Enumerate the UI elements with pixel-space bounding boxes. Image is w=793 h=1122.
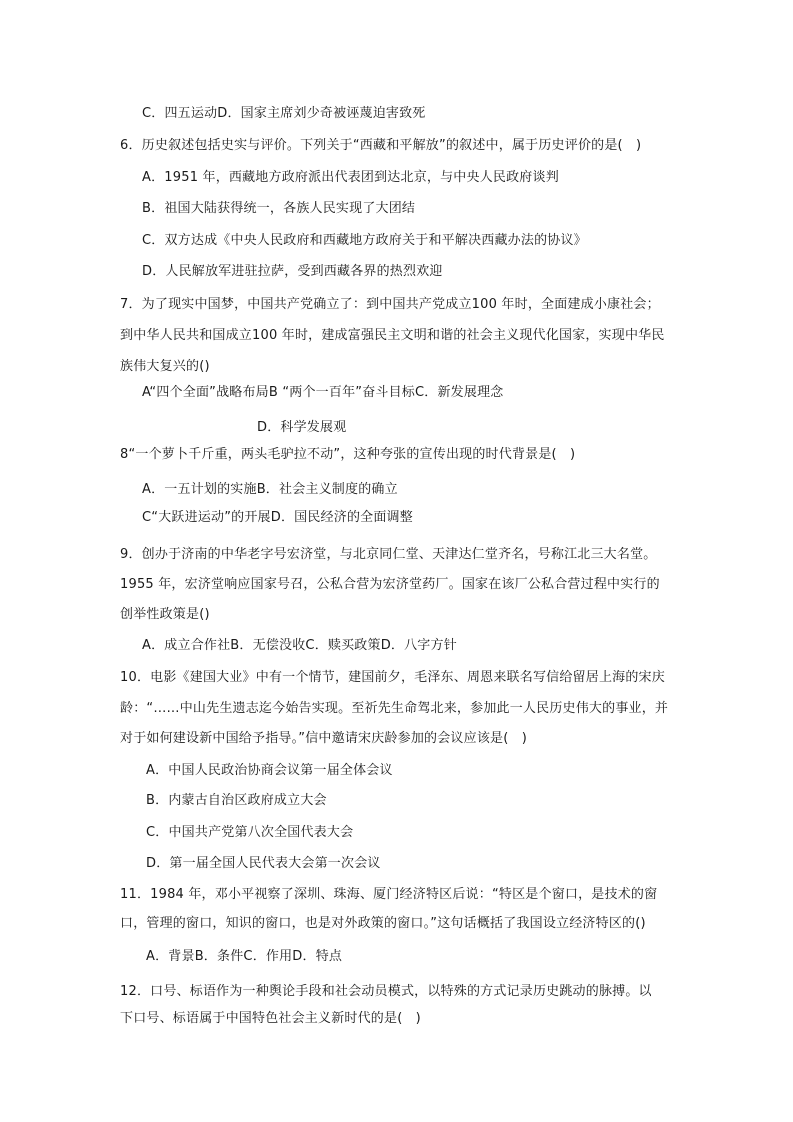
question-10-stem-line1: 10．电影《建国大业》中有一个情节，建国前夕，毛泽东、周恩来联名写信给留居上海的宋庆 — [120, 670, 665, 685]
question-6-stem: 6．历史叙述包括史实与评价。下列关于“西藏和平解放”的叙述中，属于历史评价的是( ) — [120, 138, 642, 153]
question-9-stem-line2: 1955 年，宏济堂响应国家号召，公私合营为宏济堂药厂。国家在该厂公私合营过程中实行的 — [120, 577, 660, 592]
q9-options: A．成立合作社B．无偿没收C．赎买政策D．八字方针 — [142, 638, 457, 653]
q6-option-a: A．1951 年，西藏地方政府派出代表团到达北京，与中央人民政府谈判 — [142, 170, 559, 185]
question-9-stem-line1: 9．创办于济南的中华老字号宏济堂，与北京同仁堂、天津达仁堂齐名，号称江北三大名堂。 — [120, 547, 657, 562]
q8-option-cd: C“大跃进运动”的开展D．国民经济的全面调整 — [142, 510, 413, 525]
q6-option-c: C．双方达成《中央人民政府和西藏地方政府关于和平解决西藏办法的协议》 — [142, 233, 587, 248]
q10-option-b: B．内蒙古自治区政府成立大会 — [146, 793, 327, 808]
q8-option-ab: A．一五计划的实施B．社会主义制度的确立 — [142, 482, 398, 497]
q10-option-c: C．中国共产党第八次全国代表大会 — [146, 825, 354, 840]
q5-option-cd: C．四五运动D．国家主席刘少奇被诬蔑迫害致死 — [142, 106, 426, 121]
question-9-stem-line3: 创举性政策是() — [120, 607, 210, 622]
q10-option-a: A．中国人民政治协商会议第一届全体会议 — [146, 763, 393, 778]
question-7-stem-line1: 7．为了现实中国梦，中国共产党确立了：到中国共产党成立100 年时，全面建成小康社会； — [120, 297, 660, 312]
question-8-stem: 8“一个萝卜千斤重，两头毛驴拉不动”，这种夸张的宣传出现的时代背景是( ) — [120, 447, 576, 462]
q6-option-d: D．人民解放军进驻拉萨，受到西藏各界的热烈欢迎 — [142, 264, 443, 279]
question-12-stem-line2: 下口号、标语属于中国特色社会主义新时代的是( ) — [120, 1011, 421, 1026]
question-7-stem-line3: 族伟大复兴的() — [120, 359, 210, 374]
q11-options: A．背景B．条件C．作用D．特点 — [146, 949, 343, 964]
q7-option-d: D．科学发展观 — [257, 420, 347, 435]
question-7-stem-line2: 到中华人民共和国成立100 年时，建成富强民主文明和谐的社会主义现代化国家，实现中华民 — [120, 328, 665, 343]
question-10-stem-line2: 龄：“……中山先生遗志迄今始告实现。至祈先生命驾北来，参加此一人民历史伟大的事业，并 — [120, 701, 669, 716]
question-11-stem-line1: 11．1984 年，邓小平视察了深圳、珠海、厦门经济特区后说：“特区是个窗口，是技术的窗 — [120, 887, 658, 902]
q7-option-abc: A“四个全面”战略布局B “两个一百年”奋斗目标C．新发展理念 — [142, 385, 504, 400]
question-10-stem-line3: 对于如何建设新中国给予指导。”信中邀请宋庆龄参加的会议应该是( ) — [120, 731, 527, 746]
question-11-stem-line2: 口，管理的窗口，知识的窗口，也是对外政策的窗口。”这句话概括了我国设立经济特区的() — [120, 916, 646, 931]
question-12-stem-line1: 12．口号、标语作为一种舆论手段和社会动员模式，以特殊的方式记录历史跳动的脉搏。以 — [120, 984, 652, 999]
q6-option-b: B．祖国大陆获得统一，各族人民实现了大团结 — [142, 201, 416, 216]
q10-option-d: D．第一届全国人民代表大会第一次会议 — [146, 856, 381, 871]
